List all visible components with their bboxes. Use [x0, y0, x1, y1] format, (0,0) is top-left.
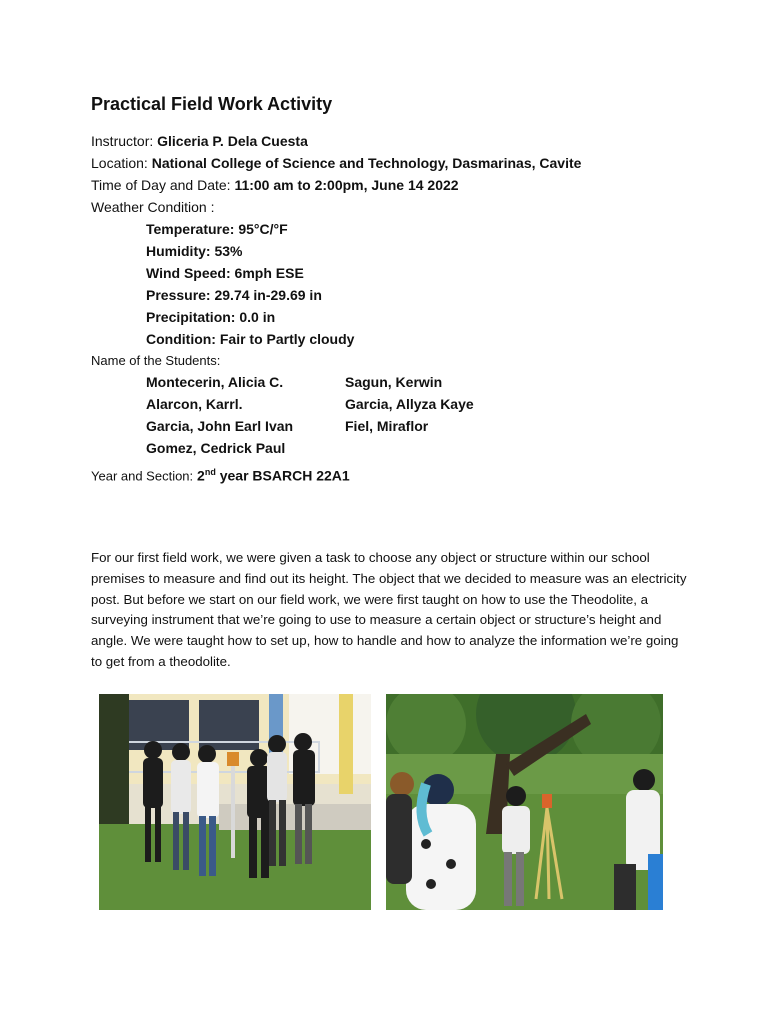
weather-precipitation: Precipitation: 0.0 in [146, 309, 276, 325]
instructor-label: Instructor: [91, 133, 154, 149]
time-date-value: 11:00 am to 2:00pm, June 14 2022 [234, 177, 459, 193]
weather-humidity: Humidity: 53% [146, 243, 243, 259]
weather-label: Weather Condition : [91, 199, 215, 215]
document-title: Practical Field Work Activity [91, 94, 333, 114]
student-name: Fiel, Miraflor [345, 418, 429, 434]
year-section-value: year BSARCH 22A1 [219, 467, 350, 484]
students-label: Name of the Students: [91, 353, 221, 368]
year-section-suffix: nd [204, 467, 216, 477]
weather-temperature: Temperature: 95°C/°F [146, 221, 288, 237]
student-name: Montecerin, Alicia C. [146, 374, 284, 390]
photo-students-near-building [99, 694, 371, 910]
photo-students-under-trees [386, 694, 663, 910]
student-name: Garcia, John Earl Ivan [146, 418, 294, 434]
student-name: Gomez, Cedrick Paul [146, 440, 286, 456]
year-section-line [91, 463, 350, 486]
student-name: Sagun, Kerwin [345, 374, 443, 390]
year-section-label: Year and Section: [91, 468, 194, 484]
student-name: Garcia, Allyza Kaye [345, 396, 474, 412]
time-date-label: Time of Day and Date: [91, 177, 231, 193]
location-label: Location: [91, 155, 148, 171]
student-name: Alarcon, Karrl. [146, 396, 243, 412]
weather-pressure: Pressure: 29.74 in-29.69 in [146, 287, 322, 303]
year-section-number: 2 [197, 467, 205, 484]
instructor-line [91, 132, 308, 150]
weather-condition: Condition: Fair to Partly cloudy [146, 331, 355, 347]
time-date-line [91, 176, 459, 194]
instructor-value: Gliceria P. Dela Cuesta [157, 133, 308, 149]
weather-wind-speed: Wind Speed: 6mph ESE [146, 265, 304, 281]
location-line [91, 154, 581, 172]
body-paragraph: For our first field work, we were given a task to choose any object or structure within our school premises to measure and find out its height. The object that we decided to measure was an electricity post. But before we start on our field work, we were first taught on how to use the Theodolite, a surveying instrument that we’re going to use to measure a certain object or structure’s height and angle. We were taught how to set up, how to handle and how to analyze the information we’re going to get from a theodolite. [91, 550, 687, 669]
location-value: National College of Science and Technology, Dasmarinas, Cavite [151, 155, 582, 171]
